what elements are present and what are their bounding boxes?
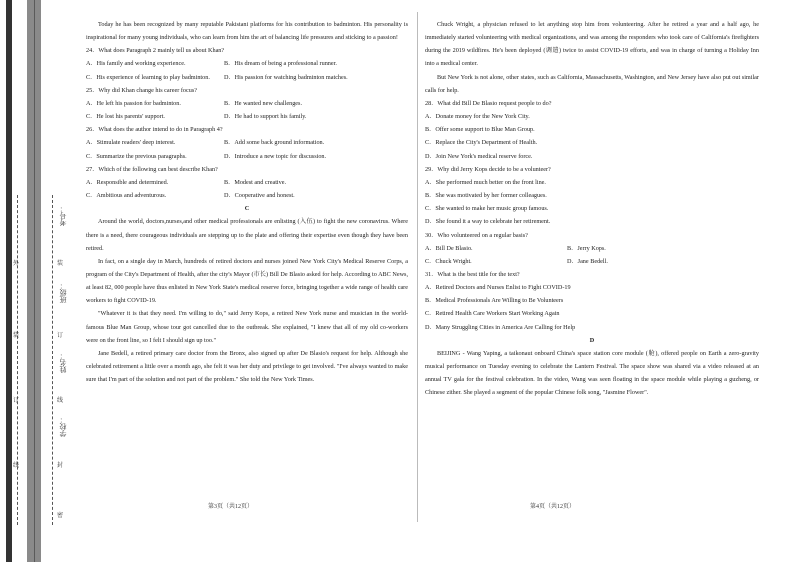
option[interactable]: A．Retired Doctors and Nurses Enlist to Fight COVID-19 [425, 284, 571, 292]
class-label: 班级： [59, 282, 67, 303]
option[interactable]: B．Jerry Kops. [567, 244, 606, 252]
seal-mark: 密 [57, 513, 64, 519]
option[interactable]: A．Donate money for the New York City. [425, 113, 530, 121]
paragraph-line: Today he has been recognized by many reputable Pakistani platforms for his contribution to badminton. His personality is inspirational for many young individuals, who can learn from him the art of balancing life pressures and sticking to a passion! [86, 21, 409, 42]
option[interactable]: B．Add some back ground information. [224, 139, 325, 147]
option[interactable]: A．Bill De Blasio. [425, 244, 473, 252]
option[interactable]: B．Medical Professionals Are Willing to Be Volunteers [425, 297, 564, 305]
option[interactable]: D．Cooperative and honest. [224, 192, 295, 200]
option[interactable]: C．Retired Health Care Workers Start Working Again [425, 310, 560, 318]
option[interactable]: B．He wanted new challenges. [224, 99, 303, 107]
seal-mark: 装 [57, 261, 64, 267]
option[interactable]: D．Jane Bedell. [567, 257, 608, 265]
question-25-options-row-1 [86, 97, 408, 110]
question-30-stem: 30．Who volunteered on a regular basis? [425, 231, 528, 239]
question-31-stem: 31．What is the best title for the text? [425, 270, 520, 278]
option[interactable]: C．His experience of learning to play badminton. [86, 73, 210, 81]
option[interactable]: A．Responsible and determined. [86, 178, 169, 186]
page-4 [425, 18, 759, 400]
question-30-options-row-2 [425, 255, 759, 268]
option[interactable]: C．He lost his parents' support. [86, 113, 165, 121]
binding-gutter [0, 0, 72, 562]
option[interactable]: A．Stimulate readers' deep interest. [86, 139, 176, 147]
page-3-footer: 第3页（共12页） [208, 504, 254, 510]
exam-no-label: 考号： [59, 205, 67, 226]
option[interactable]: D．Introduce a new topic for discussion. [224, 152, 327, 160]
option[interactable]: B．Offer some support to Blue Man Group. [425, 126, 535, 134]
name-label: 姓名： [59, 352, 67, 373]
passage-c-paragraph: But New York is not alone, other states, such as California, Massachusetts, Washington, and New Jersey have also put out similar calls for help. [425, 73, 759, 94]
option[interactable]: D．He had to support his family. [224, 113, 307, 121]
section-d-heading: D [589, 336, 595, 344]
question-25-options-row-2 [86, 110, 408, 123]
question-24-options-row-1 [86, 57, 408, 70]
option[interactable]: C．Replace the City's Department of Health. [425, 139, 538, 147]
passage-c-paragraph: In fact, on a single day in March, hundreds of retired doctors and nurses joined New York City's Medical Reserve Corps, a program of the City's Department of Health, after the city's Mayor (市长) Bill De Blasio asked for help. According to ABC News, at least 82, 000 people have thus enlisted in New York State's medical reserve force, bringing together a wide range of health care workers to fight COVID-19. [86, 257, 408, 305]
option[interactable]: B．Modest and creative. [224, 178, 287, 186]
question-24-stem: 24．What does Paragraph 2 mainly tell us about Khan? [86, 47, 225, 55]
passage-c-paragraph: Around the world, doctors,nurses,and other medical professionals are enlisting (入伍) to fight the new coronavirus. Where there is a need, there courageous individuals are stepping up to the plate and offering their expertise even though they have been retired. [86, 218, 408, 252]
gutter-strip-outer [6, 0, 12, 562]
option[interactable]: A．He left his passion for badminton. [86, 99, 181, 107]
question-27-options-row-2 [86, 189, 408, 202]
question-29-stem: 29．Why did Jerry Kops decide to be a volunteer? [425, 165, 551, 173]
outer-mark: 线 [13, 463, 20, 469]
section-c-heading: C [244, 205, 250, 213]
passage-c-paragraph: "Whatever it is that they need. I'm willing to do," said Jerry Kops, a retired New York nurse and musician in the world-famous Blue Man Group, whose tour got cancelled due to the outbreak. She explained, "I knew that all of my old co-workers were on the front line, so I felt I should sign up too." [86, 310, 408, 344]
option[interactable]: D．His passion for watching badminton matches. [224, 73, 348, 81]
outer-mark: 装 [13, 333, 20, 339]
option[interactable]: A．His family and working experience. [86, 60, 186, 68]
option[interactable]: C．Chuck Wright. [425, 257, 472, 265]
question-27-options-row-1 [86, 176, 408, 189]
option[interactable]: D．Join New York's medical reserve force. [425, 152, 533, 160]
passage-c-paragraph: Jane Bedell, a retired primary care doctor from the Bronx, also signed up after De Blasio's request for help. Although she celebrated retirement a little over a month ago, she felt it was her duty and privilege to get involved. "I've always wanted to make sure that I'm part of the solution and not part of the problem." She told the New York Times. [86, 349, 408, 384]
outer-mark: 外 [13, 261, 20, 267]
seal-mark: 线 [57, 398, 64, 404]
school-label: 学校： [59, 416, 67, 437]
question-24-options-row-2 [86, 71, 408, 84]
gutter-strip-line [34, 0, 35, 562]
option[interactable]: B．She was motivated by her former colleagues. [425, 192, 547, 200]
page-3 [86, 18, 408, 386]
option[interactable]: A．She performed much better on the front line. [425, 178, 546, 186]
option[interactable]: C．Ambitious and adventurous. [86, 192, 167, 200]
binding-dashed-line [52, 195, 53, 525]
option[interactable]: B．His dream of being a professional runner. [224, 60, 337, 68]
option[interactable]: C．Summarize the previous paragraphs. [86, 152, 187, 160]
passage-c-paragraph: Chuck Wright, a physician refused to let anything stop him from volunteering. After he retired a year and a half ago, he immediately started volunteering with medical organizations, and was among the responders who took care of California's firefighters during the 2019 wildfires. He's been deployed (调遣) twice to assist COVID-19 efforts, and was in charge of turning a Holiday Inn into a medical center. [425, 21, 759, 68]
option[interactable]: C．She wanted to make her music group famous. [425, 205, 549, 213]
question-30-options-row-1 [425, 242, 759, 255]
seal-mark: 订 [57, 333, 64, 339]
page-4-footer: 第4页（共12页） [530, 504, 576, 510]
question-26-stem: 26．What does the author intend to do in Paragraph 4? [86, 126, 223, 134]
question-26-options-row-2 [86, 150, 408, 163]
page-divider [417, 12, 418, 522]
passage-d-paragraph: BEIJING - Wang Yaping, a taikonaut onboard China's space station core module (舱), offered people on Earth a zero-gravity musical performance on Tuesday evening to celebrate the Lantern Festival. The space show was shared via a video released at an annual TV gala for the festival celebration. In the video, Wang was seen floating in the space module while playing a guzheng, or Chinese zither. She played a segment of the popular Chinese folk song, "Jasmine Flower". [425, 349, 759, 397]
question-27-stem: 27．Which of the following can best describe Khan? [86, 165, 218, 173]
question-28-stem: 28．What did Bill De Blasio request people to do? [425, 99, 552, 107]
outer-mark: 订 [13, 398, 20, 404]
seal-mark: 封 [57, 463, 64, 469]
question-26-options-row-1 [86, 136, 408, 149]
question-25-stem: 25．Why did Khan change his career focus? [86, 86, 197, 94]
binding-dashed-line-outer [17, 195, 18, 525]
option[interactable]: D．She found it a way to celebrate her retirement. [425, 218, 551, 226]
option[interactable]: D．Many Struggling Cities in America Are Calling for Help [425, 323, 576, 331]
